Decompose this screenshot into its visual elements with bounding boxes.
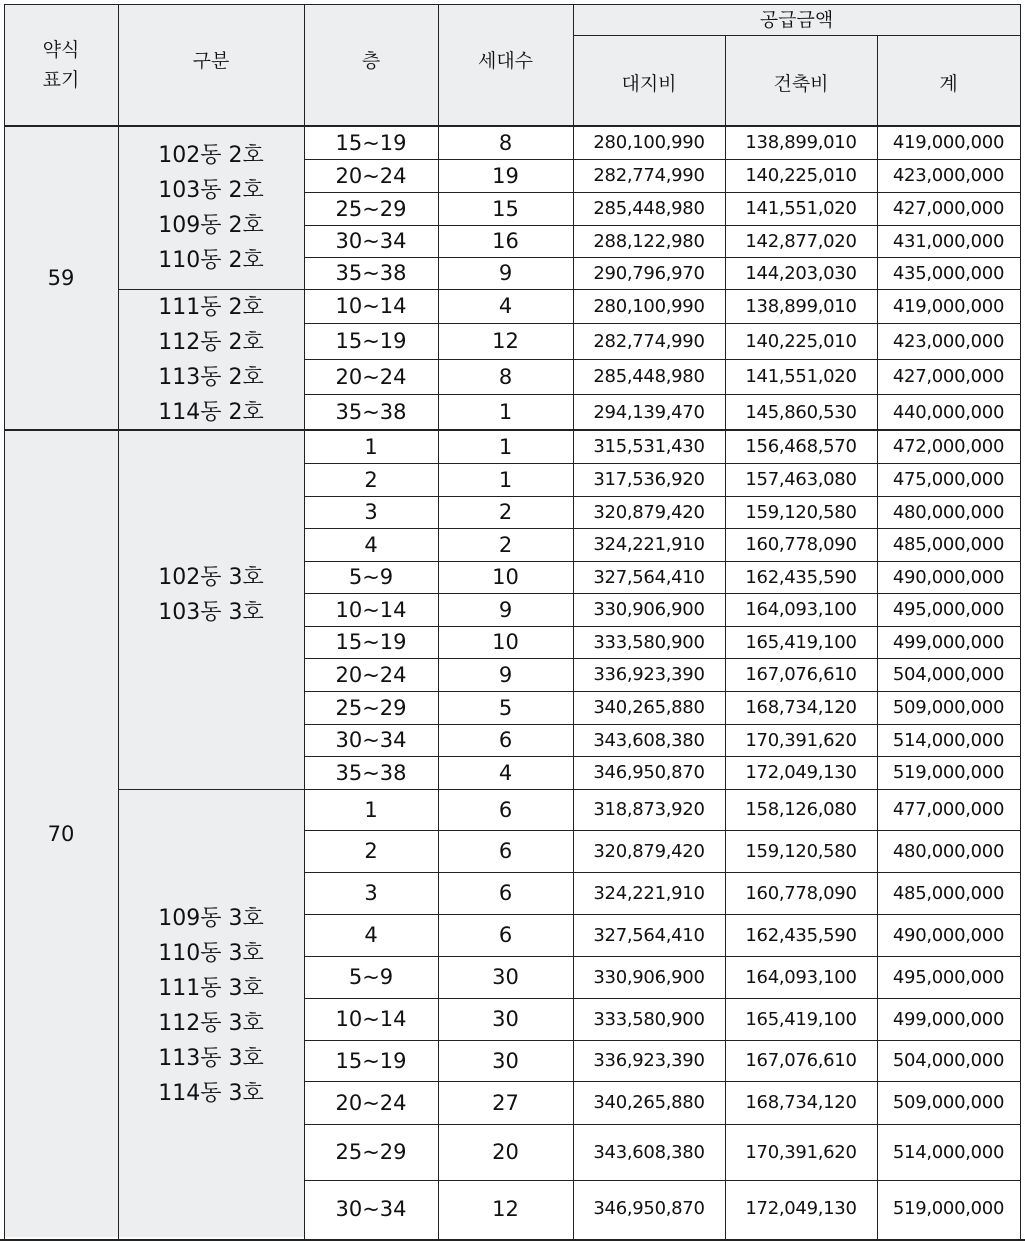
building-cost-cell: 165,419,100 — [745, 1008, 857, 1030]
households-cell: 20 — [492, 1140, 519, 1164]
block-divider — [118, 289, 1020, 290]
land-cost-cell: 340,265,880 — [593, 697, 705, 718]
building-unit: 110동 3호 — [158, 941, 264, 966]
header-land-cost: 대지비 — [573, 35, 725, 126]
land-cost-cell: 333,580,900 — [593, 631, 705, 653]
floor-cell: 25~29 — [335, 695, 407, 720]
building-cost-cell: 160,778,090 — [745, 534, 857, 555]
row-divider — [304, 724, 1020, 725]
total-cell: 495,000,000 — [892, 599, 1005, 620]
row-divider — [304, 496, 1020, 497]
floor-cell: 30~34 — [335, 229, 407, 253]
households-cell: 9 — [498, 662, 513, 687]
land-cost-cell: 280,100,990 — [593, 132, 705, 153]
households-cell: 6 — [498, 881, 513, 905]
households-cell: 27 — [492, 1090, 519, 1115]
households-cell: 1 — [498, 467, 513, 492]
total-cell: 490,000,000 — [892, 566, 1005, 588]
total-cell: 472,000,000 — [892, 436, 1005, 457]
row-divider — [304, 998, 1020, 999]
households-cell: 16 — [492, 229, 519, 253]
row-divider — [304, 956, 1020, 957]
building-unit: 103동 2호 — [158, 178, 264, 203]
households-cell: 30 — [492, 1048, 519, 1073]
land-cost-cell: 346,950,870 — [593, 762, 705, 783]
households-cell: 12 — [492, 1196, 519, 1221]
total-cell: 499,000,000 — [892, 631, 1005, 653]
building-unit: 112동 3호 — [158, 1011, 264, 1036]
total-cell: 514,000,000 — [892, 729, 1005, 751]
total-cell: 485,000,000 — [892, 882, 1005, 904]
total-cell: 499,000,000 — [892, 1008, 1005, 1030]
row-divider — [304, 192, 1020, 193]
total-cell: 514,000,000 — [892, 1141, 1005, 1163]
header-abbr-line1: 약식 — [42, 39, 80, 61]
land-cost-cell: 294,139,470 — [593, 401, 705, 423]
floor-cell: 20~24 — [335, 364, 407, 389]
header-total: 계 — [877, 35, 1020, 126]
row-divider — [304, 914, 1020, 915]
building-cost-cell: 158,126,080 — [745, 799, 857, 820]
households-cell: 5 — [498, 695, 513, 720]
land-cost-cell: 282,774,990 — [593, 330, 705, 352]
total-cell: 427,000,000 — [892, 366, 1005, 387]
floor-cell: 25~29 — [335, 1140, 407, 1164]
floor-cell: 35~38 — [335, 261, 407, 285]
floor-cell: 3 — [364, 881, 378, 905]
building-cost-cell: 167,076,610 — [745, 664, 857, 685]
floor-cell: 1 — [364, 434, 378, 459]
building-list — [118, 430, 304, 789]
building-cost-cell: 168,734,120 — [745, 697, 857, 718]
land-cost-cell: 320,879,420 — [593, 501, 705, 523]
building-cost-cell: 162,435,590 — [745, 566, 857, 588]
row-divider — [304, 394, 1020, 395]
land-cost-cell: 336,923,390 — [593, 664, 705, 685]
total-cell: 509,000,000 — [892, 697, 1005, 718]
floor-cell: 30~34 — [335, 728, 407, 752]
header-abbr — [4, 4, 118, 126]
building-cost-cell: 162,435,590 — [745, 924, 857, 946]
building-cost-cell: 172,049,130 — [745, 762, 857, 783]
building-cost-cell: 140,225,010 — [745, 165, 857, 186]
households-cell: 1 — [498, 434, 513, 459]
land-cost-cell: 317,536,920 — [593, 469, 705, 490]
land-cost-cell: 324,221,910 — [593, 534, 705, 555]
total-cell: 475,000,000 — [892, 469, 1005, 490]
households-cell: 8 — [498, 130, 513, 155]
row-divider — [304, 830, 1020, 831]
building-cost-cell: 141,551,020 — [745, 366, 857, 387]
land-cost-cell: 327,564,410 — [593, 924, 705, 946]
land-cost-cell: 330,906,900 — [593, 599, 705, 620]
row-divider — [304, 561, 1020, 562]
row-divider — [304, 225, 1020, 226]
row-divider — [304, 1081, 1020, 1082]
building-cost-cell: 157,463,080 — [745, 469, 857, 490]
total-cell: 427,000,000 — [892, 198, 1005, 219]
floor-cell: 20~24 — [335, 662, 407, 687]
households-cell: 2 — [498, 532, 513, 557]
floor-cell: 15~19 — [335, 329, 407, 353]
building-cost-cell: 140,225,010 — [745, 330, 857, 352]
floor-cell: 15~19 — [335, 630, 407, 654]
households-cell: 6 — [498, 839, 513, 863]
group-divider — [4, 429, 1020, 431]
floor-cell: 15~19 — [335, 1048, 407, 1073]
land-cost-cell: 340,265,880 — [593, 1092, 705, 1113]
land-cost-cell: 318,873,920 — [593, 799, 705, 820]
building-list — [118, 289, 304, 430]
land-cost-cell: 315,531,430 — [593, 436, 705, 457]
land-cost-cell: 285,448,980 — [593, 366, 705, 387]
land-cost-cell: 343,608,380 — [593, 729, 705, 751]
floor-cell: 2 — [364, 467, 378, 492]
total-cell: 485,000,000 — [892, 534, 1005, 555]
floor-cell: 35~38 — [335, 760, 407, 785]
row-divider — [304, 257, 1020, 258]
households-cell: 12 — [492, 329, 519, 353]
column-divider — [118, 4, 119, 1240]
building-cost-cell: 160,778,090 — [745, 882, 857, 904]
column-divider — [438, 4, 439, 1240]
floor-cell: 4 — [364, 923, 378, 947]
header-floor: 층 — [304, 4, 438, 126]
households-cell: 6 — [498, 728, 513, 752]
column-divider — [877, 35, 878, 1240]
households-cell: 9 — [498, 261, 513, 285]
land-cost-cell: 336,923,390 — [593, 1050, 705, 1071]
households-cell: 30 — [492, 1007, 519, 1031]
row-divider — [304, 1180, 1020, 1181]
building-unit: 114동 3호 — [158, 1081, 264, 1106]
total-cell: 519,000,000 — [892, 762, 1005, 783]
column-divider — [304, 4, 305, 1240]
row-divider — [304, 756, 1020, 757]
total-cell: 419,000,000 — [892, 295, 1005, 317]
building-unit: 110동 2호 — [158, 248, 264, 273]
building-cost-cell: 168,734,120 — [745, 1092, 857, 1113]
building-cost-cell: 167,076,610 — [745, 1050, 857, 1071]
row-divider — [304, 1040, 1020, 1041]
floor-cell: 20~24 — [335, 163, 407, 188]
group-label: 59 — [4, 126, 118, 430]
land-cost-cell: 346,950,870 — [593, 1198, 705, 1219]
land-cost-cell: 324,221,910 — [593, 882, 705, 904]
building-unit: 112동 2호 — [158, 329, 264, 355]
land-cost-cell: 330,906,900 — [593, 966, 705, 988]
total-cell: 431,000,000 — [892, 230, 1005, 252]
total-cell: 419,000,000 — [892, 132, 1005, 153]
group-label: 70 — [4, 430, 118, 1237]
land-cost-cell: 290,796,970 — [593, 262, 705, 284]
land-cost-cell: 343,608,380 — [593, 1141, 705, 1163]
land-cost-cell: 288,122,980 — [593, 230, 705, 252]
building-cost-cell: 138,899,010 — [745, 132, 857, 153]
total-cell: 504,000,000 — [892, 664, 1005, 685]
row-divider — [304, 159, 1020, 160]
building-cost-cell: 172,049,130 — [745, 1198, 857, 1219]
building-cost-cell: 170,391,620 — [745, 1141, 857, 1163]
households-cell: 6 — [498, 923, 513, 947]
floor-cell: 10~14 — [335, 294, 407, 318]
row-divider — [304, 528, 1020, 529]
building-cost-cell: 156,468,570 — [745, 436, 857, 457]
building-unit: 114동 2호 — [158, 399, 264, 425]
row-divider — [304, 658, 1020, 659]
table-bottom-border — [0, 1239, 1025, 1241]
row-divider — [304, 626, 1020, 627]
floor-cell: 1 — [364, 797, 378, 822]
building-list — [118, 126, 304, 289]
total-cell: 435,000,000 — [892, 262, 1005, 284]
building-cost-cell: 170,391,620 — [745, 729, 857, 751]
building-unit: 113동 3호 — [158, 1046, 264, 1071]
row-divider — [304, 463, 1020, 464]
households-cell: 19 — [492, 163, 519, 188]
households-cell: 9 — [498, 597, 513, 622]
header-households: 세대수 — [438, 4, 573, 126]
floor-cell: 30~34 — [335, 1196, 407, 1221]
households-cell: 1 — [498, 400, 513, 424]
land-cost-cell: 333,580,900 — [593, 1008, 705, 1030]
floor-cell: 25~29 — [335, 196, 407, 221]
building-list — [118, 789, 304, 1237]
floor-cell: 4 — [364, 532, 378, 557]
floor-cell: 5~9 — [348, 965, 394, 989]
total-cell: 490,000,000 — [892, 924, 1005, 946]
floor-cell: 35~38 — [335, 400, 407, 424]
building-unit: 102동 3호 — [158, 564, 264, 590]
building-unit: 111동 3호 — [158, 976, 264, 1001]
row-divider — [304, 593, 1020, 594]
total-cell: 423,000,000 — [892, 165, 1005, 186]
floor-cell: 2 — [364, 839, 378, 863]
households-cell: 4 — [498, 294, 513, 318]
row-divider — [304, 691, 1020, 692]
land-cost-cell: 320,879,420 — [593, 840, 705, 862]
total-cell: 440,000,000 — [892, 401, 1005, 423]
households-cell: 2 — [498, 500, 513, 524]
total-cell: 495,000,000 — [892, 966, 1005, 988]
building-cost-cell: 165,419,100 — [745, 631, 857, 653]
floor-cell: 3 — [364, 500, 378, 524]
building-cost-cell: 159,120,580 — [745, 840, 857, 862]
building-cost-cell: 141,551,020 — [745, 198, 857, 219]
header-divider — [573, 35, 1020, 36]
floor-cell: 10~14 — [335, 1007, 407, 1031]
building-unit: 109동 3호 — [158, 906, 264, 931]
row-divider — [304, 359, 1020, 360]
total-cell: 509,000,000 — [892, 1092, 1005, 1113]
building-cost-cell: 145,860,530 — [745, 401, 857, 423]
households-cell: 15 — [492, 196, 519, 221]
building-unit: 113동 2호 — [158, 364, 264, 390]
households-cell: 4 — [498, 760, 513, 785]
building-unit: 109동 2호 — [158, 213, 264, 238]
total-cell: 480,000,000 — [892, 840, 1005, 862]
block-divider — [118, 789, 1020, 790]
total-cell: 504,000,000 — [892, 1050, 1005, 1071]
households-cell: 8 — [498, 364, 513, 389]
land-cost-cell: 285,448,980 — [593, 198, 705, 219]
row-divider — [304, 872, 1020, 873]
total-cell: 480,000,000 — [892, 501, 1005, 523]
table-right-border — [1020, 4, 1021, 1240]
total-cell: 519,000,000 — [892, 1198, 1005, 1219]
floor-cell: 5~9 — [348, 565, 394, 589]
land-cost-cell: 327,564,410 — [593, 566, 705, 588]
households-cell: 10 — [492, 565, 519, 589]
header-abbr-line2: 표기 — [42, 69, 80, 91]
header-supply-amount: 공급금액 — [573, 4, 1020, 35]
floor-cell: 10~14 — [335, 597, 407, 622]
row-divider — [304, 1124, 1020, 1125]
column-divider — [573, 4, 574, 1240]
households-cell: 30 — [492, 965, 519, 989]
table-top-border — [4, 4, 1020, 5]
land-cost-cell: 280,100,990 — [593, 295, 705, 317]
building-cost-cell: 164,093,100 — [745, 599, 857, 620]
building-unit: 103동 3호 — [158, 599, 264, 625]
building-cost-cell: 159,120,580 — [745, 501, 857, 523]
header-category: 구분 — [118, 4, 304, 126]
row-divider — [304, 323, 1020, 324]
building-cost-cell: 138,899,010 — [745, 295, 857, 317]
building-unit: 111동 2호 — [158, 294, 264, 320]
floor-cell: 15~19 — [335, 130, 407, 155]
land-cost-cell: 282,774,990 — [593, 165, 705, 186]
total-cell: 423,000,000 — [892, 330, 1005, 352]
households-cell: 6 — [498, 797, 513, 822]
floor-cell: 20~24 — [335, 1090, 407, 1115]
households-cell: 10 — [492, 630, 519, 654]
column-divider — [725, 35, 726, 1240]
total-cell: 477,000,000 — [892, 799, 1005, 820]
building-unit: 102동 2호 — [158, 143, 264, 168]
building-cost-cell: 144,203,030 — [745, 262, 857, 284]
table-left-border — [4, 4, 5, 1240]
header-building-cost: 건축비 — [725, 35, 877, 126]
building-cost-cell: 164,093,100 — [745, 966, 857, 988]
building-cost-cell: 142,877,020 — [745, 230, 857, 252]
header-bottom-border — [4, 125, 1020, 127]
